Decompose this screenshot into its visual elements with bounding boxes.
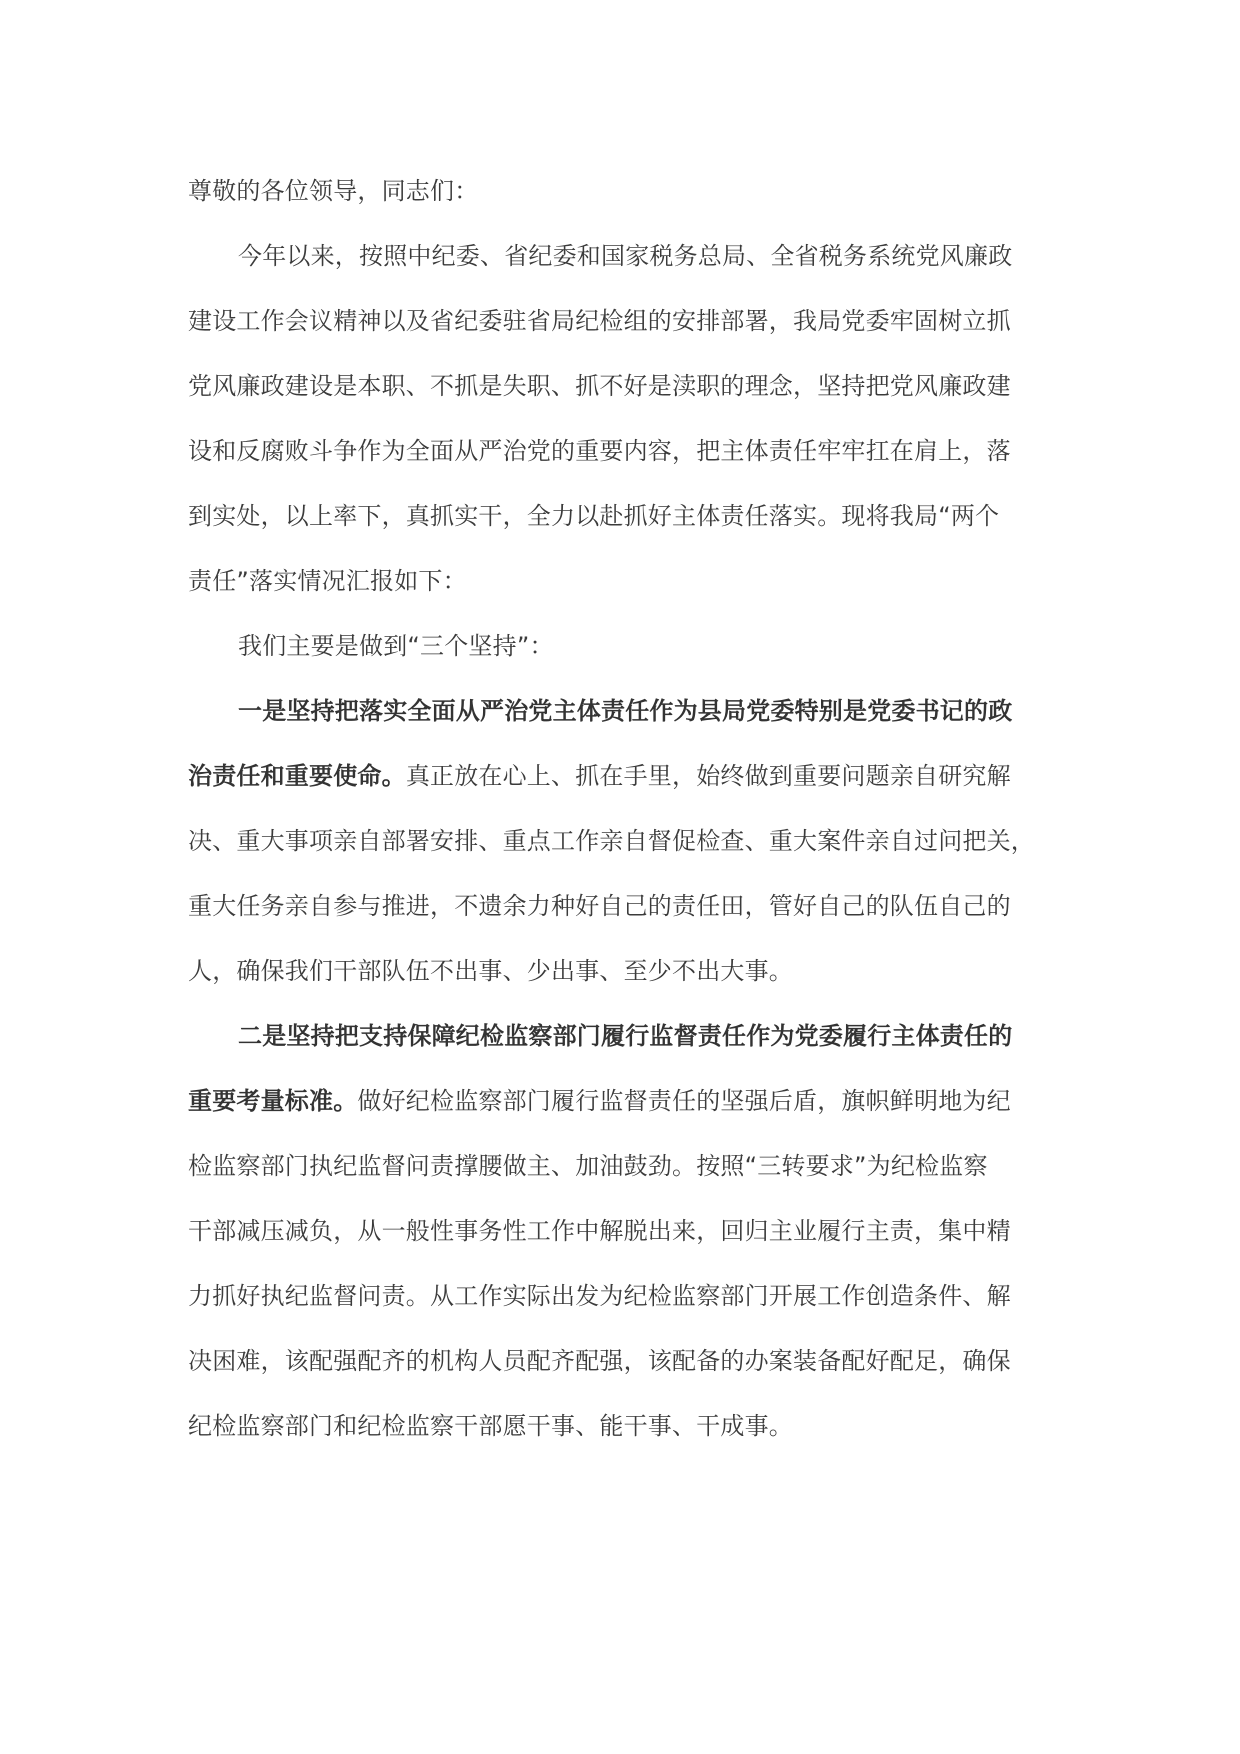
paragraph-line: 决、重大事项亲自部署安排、重点工作亲自督促检查、重大案件亲自过问把关， [188,827,1035,855]
point-one-heading-end: 治责任和重要使命。 [188,762,406,790]
point-one-paragraph [188,696,1040,1021]
document-body [188,176,1040,1476]
paragraph-line: 党风廉政建设是本职、不抓是失职、抓不好是渎职的理念，坚持把党风廉政建 [188,372,1011,400]
paragraph-line [188,761,1040,826]
paragraph-line: 纪检监察部门和纪检监察干部愿干事、能干事、干成事。 [188,1412,793,1440]
paragraph-text: 真正放在心上、抓在手里，始终做到重要问题亲自研究解 [405,762,1011,790]
intro-paragraph [188,241,1040,631]
paragraph-line: 责任”落实情况汇报如下： [188,567,467,595]
paragraph-line: 重大任务亲自参与推进，不遗余力种好自己的责任田，管好自己的队伍自己的 [188,892,1011,920]
paragraph-line: 检监察部门执纪监督问责撑腰做主、加油鼓劲。按照“三转要求”为纪检监察 [188,1152,988,1180]
paragraph-line: 力抓好执纪监督问责。从工作实际出发为纪检监察部门开展工作创造条件、解 [188,1282,1011,1310]
paragraph-line: 设和反腐败斗争作为全面从严治党的重要内容，把主体责任牢牢扛在肩上，落 [188,437,1011,465]
point-two-heading-end: 重要考量标准。 [188,1087,358,1115]
salutation: 尊敬的各位领导，同志们： [188,177,479,205]
paragraph-line [188,1086,1040,1151]
paragraph-line: 建设工作会议精神以及省纪委驻省局纪检组的安排部署，我局党委牢固树立抓 [188,307,1011,335]
point-one-heading: 一是坚持把落实全面从严治党主体责任作为县局党委特别是党委书记的政 [238,697,1013,725]
paragraph-line: 到实处，以上率下，真抓实干，全力以赴抓好主体责任落实。现将我局“两个 [188,502,1000,530]
point-two-paragraph [188,1021,1040,1476]
paragraph-line: 决困难，该配强配齐的机构人员配齐配强，该配备的办案装备配好配足，确保 [188,1347,1011,1375]
paragraph-line: 人，确保我们干部队伍不出事、少出事、至少不出大事。 [188,957,793,985]
paragraph-line: 今年以来，按照中纪委、省纪委和国家税务总局、全省税务系统党风廉政 [238,242,1013,270]
paragraph-line: 干部减压减负，从一般性事务性工作中解脱出来，回归主业履行主责，集中精 [188,1217,1011,1245]
paragraph-text: 做好纪检监察部门履行监督责任的坚强后盾，旗帜鲜明地为纪 [357,1087,1011,1115]
point-two-heading: 二是坚持把支持保障纪检监察部门履行监督责任作为党委履行主体责任的 [238,1022,1013,1050]
summary-paragraph: 我们主要是做到“三个坚持”： [238,632,554,660]
